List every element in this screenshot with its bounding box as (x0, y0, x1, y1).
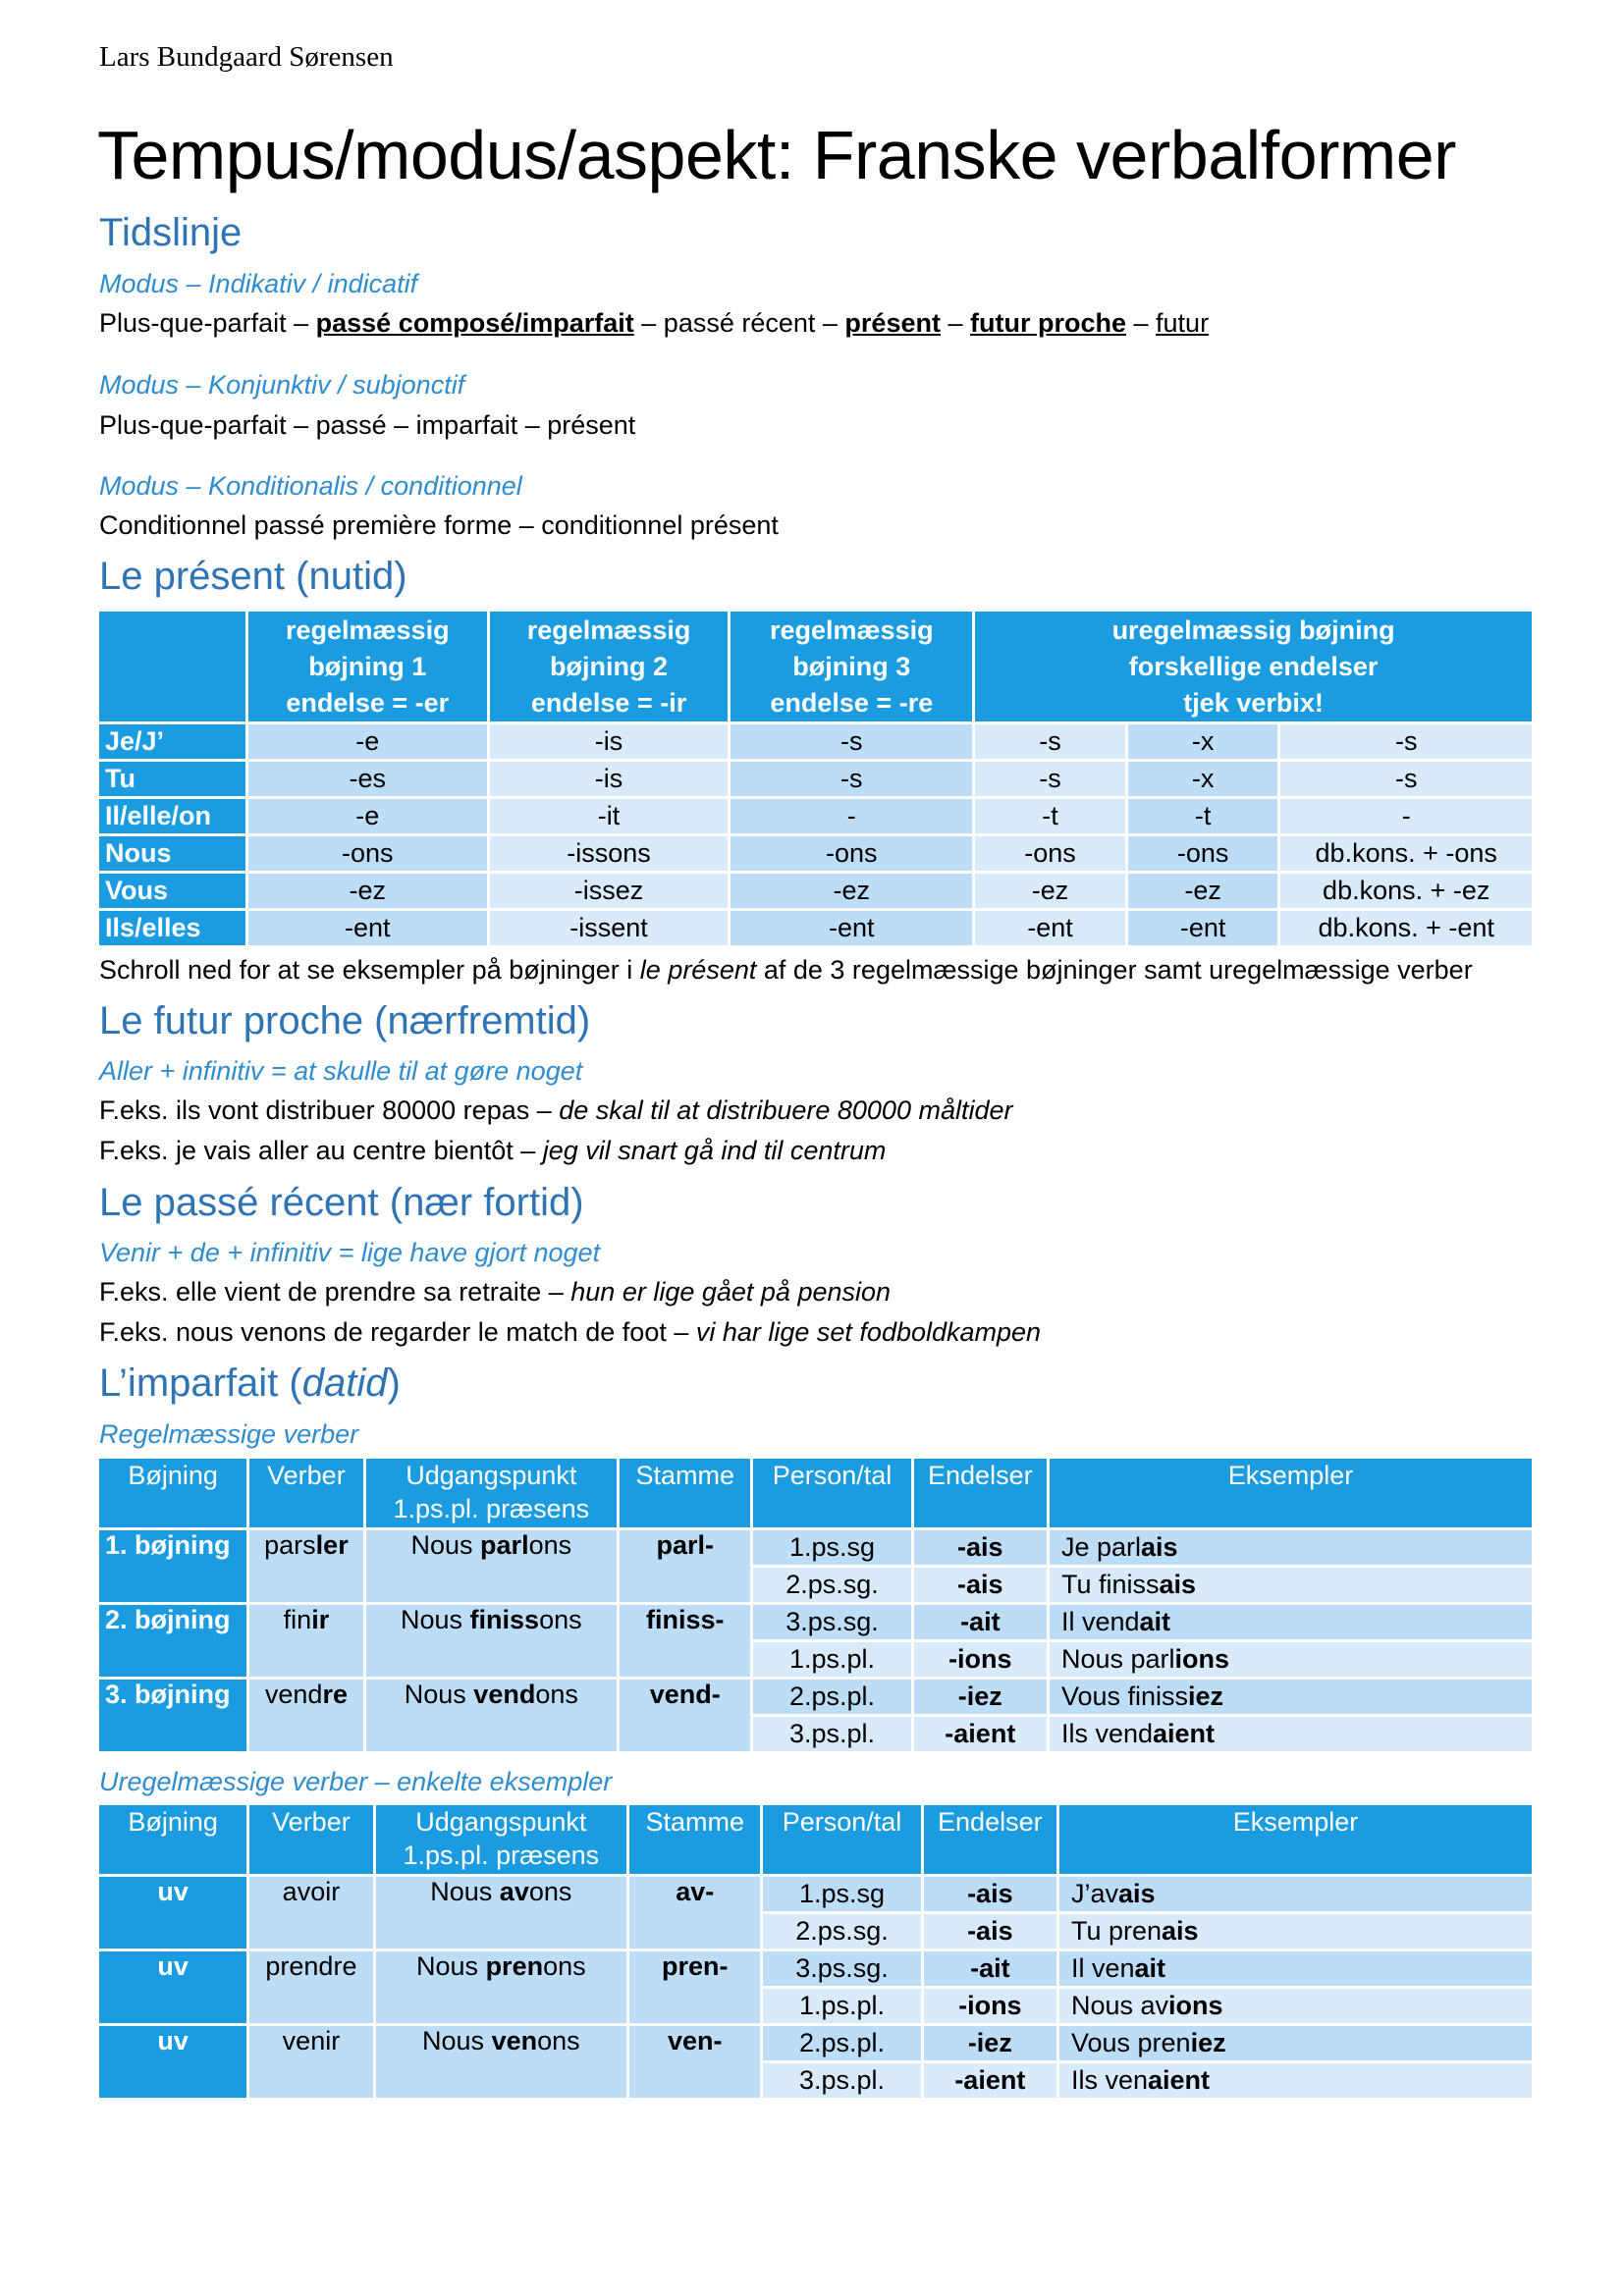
irr-header-3: Stamme (629, 1805, 760, 1874)
futur-example-1: F.eks. ils vont distribuer 80000 repas – de skal til at distribuere 80000 måltider (99, 1095, 1013, 1125)
present-header-irregular: uregelmæssig bøjning forskellige endelser tjek verbix! (975, 612, 1532, 721)
heading-passe-recent: Le passé récent (nær fortid) (99, 1181, 584, 1224)
present-ending: -s (975, 762, 1125, 796)
reg-person: 1.ps.pl. (753, 1642, 910, 1677)
recent-rule: Venir + de + infinitiv = lige have gjort noget (99, 1238, 601, 1267)
reg-header-1: Verber (249, 1459, 362, 1527)
present-ending: -s (1280, 762, 1532, 796)
udg-ending: ons (535, 1680, 578, 1709)
heading-futur-proche: Le futur proche (nærfremtid) (99, 999, 591, 1042)
reg-header-0: Bøjning (99, 1459, 246, 1527)
reg-group-label: 1. bøjning (99, 1530, 246, 1602)
example-ending: ait (1139, 1607, 1171, 1636)
reg-example (1050, 1680, 1532, 1714)
imparfait-regular-table (96, 1456, 1535, 1754)
example-stem: J’av (1070, 1879, 1118, 1908)
reg-stamme: finiss- (620, 1605, 750, 1677)
irr-verb (249, 1877, 372, 1949)
verb-stem: vend (264, 1680, 323, 1709)
irr-ending: -ions (924, 1989, 1056, 2023)
reg-example (1050, 1568, 1532, 1602)
label-indikativ: Modus – Indikativ / indicatif (99, 269, 418, 298)
example-ending: ions (1168, 1991, 1223, 2020)
irr-row (99, 2026, 1532, 2060)
reg-row (99, 1680, 1532, 1714)
example-ending: ions (1174, 1644, 1230, 1674)
verb-ending: ler (315, 1530, 349, 1560)
irr-ending: -ais (924, 1914, 1056, 1949)
reg-person: 3.ps.sg. (753, 1605, 910, 1639)
reg-example (1050, 1530, 1532, 1565)
example-stem: Ils ven (1070, 2065, 1149, 2095)
example-stem: Tu finiss (1060, 1570, 1160, 1599)
reg-row (99, 1530, 1532, 1565)
verb-infinitive: venir (282, 2026, 341, 2056)
present-ending: -issons (490, 836, 729, 871)
irr-example (1059, 2063, 1532, 2098)
irr-header-2: Udgangspunkt 1.ps.pl. præsens (376, 1805, 627, 1874)
present-row (99, 874, 1532, 908)
present-ending: -ons (975, 836, 1125, 871)
timeline-indikativ: Plus-que-parfait – passé composé/imparfait – passé récent – présent – futur proche – futur (99, 308, 1210, 338)
irr-group-label: uv (99, 1877, 246, 1949)
irr-row (99, 1877, 1532, 1911)
example-stem: Vous pren (1070, 2028, 1191, 2057)
reg-ending: -ions (914, 1642, 1047, 1677)
irr-person: 1.ps.pl. (763, 1989, 920, 2023)
example-stem: Nous av (1070, 1991, 1169, 2020)
present-ending: -ons (731, 836, 972, 871)
present-header-1: regelmæssig bøjning 1 endelse = -er (248, 612, 487, 721)
example-stem: Nous parl (1060, 1644, 1175, 1674)
udg-ending: ons (539, 1605, 582, 1634)
page-title: Tempus/modus/aspekt: Franske verbalformer (97, 117, 1456, 193)
example-ending: aient (1148, 2065, 1211, 2095)
present-ending: -is (490, 724, 729, 759)
present-person: Vous (99, 874, 245, 908)
reg-header-3: Stamme (620, 1459, 750, 1527)
heading-tidslinje: Tidslinje (99, 211, 243, 254)
example-ending: aient (1153, 1719, 1216, 1748)
present-ending: -ent (975, 911, 1125, 945)
present-ending: db.kons. + -ent (1280, 911, 1532, 945)
present-person: Je/J’ (99, 724, 245, 759)
present-person: Ils/elles (99, 911, 245, 945)
irr-person: 2.ps.pl. (763, 2026, 920, 2060)
reg-udgangspunkt (366, 1680, 618, 1751)
example-stem: Il ven (1070, 1953, 1135, 1983)
example-stem: Tu pren (1070, 1916, 1163, 1946)
irr-verb (249, 1951, 372, 2023)
reg-ending: -iez (914, 1680, 1047, 1714)
irr-row (99, 1951, 1532, 1986)
reg-udgangspunkt (366, 1530, 618, 1602)
example-ending: ais (1159, 1570, 1197, 1599)
udg-pronoun: Nous (422, 2026, 492, 2056)
reg-verb (249, 1530, 362, 1602)
irr-header-6: Eksempler (1059, 1805, 1532, 1874)
udg-stem: pren (485, 1951, 544, 1981)
present-ending: - (1280, 799, 1532, 833)
irr-stamme: ven- (629, 2026, 760, 2098)
reg-header-4: Person/tal (753, 1459, 910, 1527)
irr-example (1059, 1989, 1532, 2023)
example-ending: ais (1162, 1916, 1199, 1946)
verb-infinitive: avoir (282, 1877, 341, 1906)
present-row (99, 762, 1532, 796)
reg-person: 2.ps.pl. (753, 1680, 910, 1714)
irr-header-4: Person/tal (763, 1805, 920, 1874)
verb-ending: ir (311, 1605, 330, 1634)
label-irregular-verbs: Uregelmæssige verber – enkelte eksempler (99, 1767, 613, 1796)
present-ending: -ent (248, 911, 487, 945)
recent-example-2: F.eks. nous venons de regarder le match de foot – vi har lige set fodboldkampen (99, 1317, 1042, 1347)
verb-stem: fin (283, 1605, 312, 1634)
irr-ending: -ais (924, 1877, 1056, 1911)
reg-person: 3.ps.pl. (753, 1717, 910, 1751)
present-ending: -ons (1128, 836, 1278, 871)
irr-header-0: Bøjning (99, 1805, 246, 1874)
udg-ending: ons (543, 1951, 586, 1981)
irr-person: 1.ps.sg (763, 1877, 920, 1911)
udg-pronoun: Nous (416, 1951, 486, 1981)
irr-group-label: uv (99, 1951, 246, 2023)
present-ending: -it (490, 799, 729, 833)
example-ending: ais (1117, 1879, 1156, 1908)
present-ending: -e (248, 724, 487, 759)
irr-person: 3.ps.sg. (763, 1951, 920, 1986)
present-person: Tu (99, 762, 245, 796)
heading-imparfait: L’imparfait (datid) (99, 1362, 401, 1405)
present-ending: -es (248, 762, 487, 796)
present-ending: -t (1128, 799, 1278, 833)
reg-example (1050, 1717, 1532, 1751)
irr-stamme: av- (629, 1877, 760, 1949)
udg-ending: ons (537, 2026, 580, 2056)
present-header-2: regelmæssig bøjning 2 endelse = -ir (490, 612, 729, 721)
futur-example-2: F.eks. je vais aller au centre bientôt – jeg vil snart gå ind til centrum (99, 1136, 887, 1165)
present-person: Il/elle/on (99, 799, 245, 833)
reg-example (1050, 1605, 1532, 1639)
reg-verb (249, 1605, 362, 1677)
present-row (99, 799, 1532, 833)
example-stem: Je parl (1060, 1532, 1141, 1562)
irr-verb (249, 2026, 372, 2098)
present-ending: db.kons. + -ons (1280, 836, 1532, 871)
udg-stem: av (499, 1877, 529, 1906)
present-ending: -ons (248, 836, 487, 871)
verb-ending: re (322, 1680, 348, 1709)
example-ending: iez (1190, 2028, 1226, 2057)
present-ending: -ent (1128, 911, 1278, 945)
present-ending: -ez (975, 874, 1125, 908)
reg-row (99, 1605, 1532, 1639)
present-ending: - (731, 799, 972, 833)
reg-person: 1.ps.sg (753, 1530, 910, 1565)
futur-rule: Aller + infinitiv = at skulle til at gøre noget (99, 1056, 583, 1086)
example-ending: ait (1134, 1953, 1166, 1983)
irr-group-label: uv (99, 2026, 246, 2098)
reg-stamme: vend- (620, 1680, 750, 1751)
reg-example (1050, 1642, 1532, 1677)
irr-header-1: Verber (249, 1805, 372, 1874)
present-ending: db.kons. + -ez (1280, 874, 1532, 908)
udg-pronoun: Nous (401, 1605, 470, 1634)
irr-example (1059, 1914, 1532, 1949)
reg-verb (249, 1680, 362, 1751)
present-person: Nous (99, 836, 245, 871)
reg-group-label: 2. bøjning (99, 1605, 246, 1677)
verb-infinitive: prendre (265, 1951, 357, 1981)
udg-pronoun: Nous (404, 1680, 474, 1709)
heading-present: Le présent (nutid) (99, 555, 407, 598)
present-ending: -issez (490, 874, 729, 908)
present-ending: -s (975, 724, 1125, 759)
present-ending: -x (1128, 762, 1278, 796)
reg-ending: -aient (914, 1717, 1047, 1751)
udg-ending: ons (528, 1530, 572, 1560)
present-row (99, 724, 1532, 759)
irr-person: 2.ps.sg. (763, 1914, 920, 1949)
present-ending: -t (975, 799, 1125, 833)
present-row (99, 911, 1532, 945)
recent-example-1: F.eks. elle vient de prendre sa retraite – hun er lige gået på pension (99, 1277, 892, 1307)
reg-person: 2.ps.sg. (753, 1568, 910, 1602)
example-stem: Il vend (1060, 1607, 1140, 1636)
example-stem: Vous finiss (1060, 1682, 1189, 1711)
timeline-konjunktiv: Plus-que-parfait – passé – imparfait – présent (99, 410, 636, 440)
reg-header-5: Endelser (914, 1459, 1047, 1527)
reg-group-label: 3. bøjning (99, 1680, 246, 1751)
verb-stem: pars (264, 1530, 316, 1560)
irr-udgangspunkt (376, 1951, 627, 2023)
label-konditionalis: Modus – Konditionalis / conditionnel (99, 471, 522, 501)
example-ending: iez (1188, 1682, 1224, 1711)
reg-stamme: parl- (620, 1530, 750, 1602)
present-ending: -ez (1128, 874, 1278, 908)
irr-ending: -iez (924, 2026, 1056, 2060)
present-ending: -ez (248, 874, 487, 908)
label-konjunktiv: Modus – Konjunktiv / subjonctif (99, 370, 465, 400)
present-ending: -is (490, 762, 729, 796)
irr-udgangspunkt (376, 1877, 627, 1949)
present-ending: -s (731, 724, 972, 759)
imparfait-irregular-table (96, 1802, 1535, 2101)
irr-udgangspunkt (376, 2026, 627, 2098)
irr-stamme: pren- (629, 1951, 760, 2023)
udg-pronoun: Nous (410, 1530, 481, 1560)
present-header-blank (99, 612, 245, 721)
irr-ending: -aient (924, 2063, 1056, 2098)
present-header-3: regelmæssig bøjning 3 endelse = -re (731, 612, 972, 721)
reg-udgangspunkt (366, 1605, 618, 1677)
present-ending: -ez (731, 874, 972, 908)
irr-person: 3.ps.pl. (763, 2063, 920, 2098)
irr-header-5: Endelser (924, 1805, 1056, 1874)
present-note: Schroll ned for at se eksempler på bøjninger i le présent af de 3 regelmæssige bøjninger samt uregelmæssige verber (99, 955, 1473, 985)
present-endings-table (96, 609, 1535, 948)
udg-pronoun: Nous (430, 1877, 500, 1906)
example-stem: Ils vend (1060, 1719, 1154, 1748)
present-ending: -ent (731, 911, 972, 945)
udg-stem: ven (491, 2026, 538, 2056)
present-ending: -s (1280, 724, 1532, 759)
author-name: Lars Bundgaard Sørensen (99, 41, 394, 73)
reg-ending: -ais (914, 1568, 1047, 1602)
udg-stem: vend (473, 1680, 536, 1709)
irr-header-row (99, 1805, 1532, 1874)
udg-stem: finiss (469, 1605, 540, 1634)
reg-header-row (99, 1459, 1532, 1527)
reg-ending: -ais (914, 1530, 1047, 1565)
present-ending: -x (1128, 724, 1278, 759)
reg-ending: -ait (914, 1605, 1047, 1639)
present-ending: -e (248, 799, 487, 833)
reg-header-2: Udgangspunkt 1.ps.pl. præsens (366, 1459, 618, 1527)
irr-example (1059, 1877, 1532, 1911)
udg-stem: parl (480, 1530, 529, 1560)
reg-header-6: Eksempler (1050, 1459, 1532, 1527)
example-ending: ais (1141, 1532, 1178, 1562)
timeline-konditionalis: Conditionnel passé première forme – conditionnel présent (99, 510, 779, 540)
present-ending: -s (731, 762, 972, 796)
label-regular-verbs: Regelmæssige verber (99, 1419, 359, 1449)
irr-ending: -ait (924, 1951, 1056, 1986)
irr-example (1059, 1951, 1532, 1986)
present-ending: -issent (490, 911, 729, 945)
udg-ending: ons (528, 1877, 572, 1906)
present-row (99, 836, 1532, 871)
irr-example (1059, 2026, 1532, 2060)
